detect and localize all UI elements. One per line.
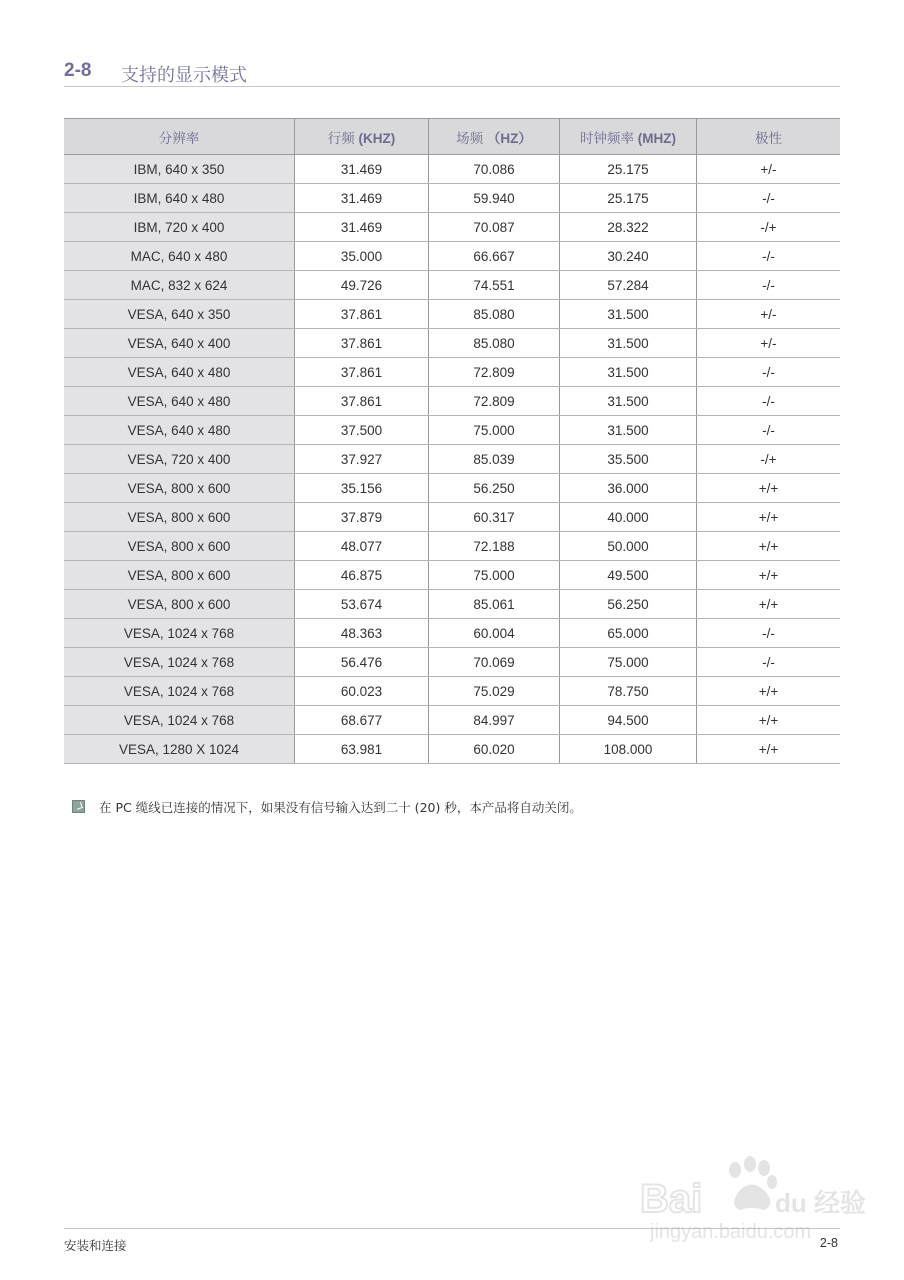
table-row — [64, 416, 840, 445]
baidu-watermark-logo — [640, 1150, 866, 1245]
cell-vfreq: 75.000 — [429, 561, 560, 590]
cell-polarity: -/- — [697, 387, 841, 416]
cell-hfreq: 63.981 — [295, 735, 429, 764]
cell-polarity: -/- — [697, 619, 841, 648]
cell-polarity: +/+ — [697, 735, 841, 764]
cell-vfreq: 70.086 — [429, 155, 560, 184]
cell-vfreq: 75.029 — [429, 677, 560, 706]
cell-clock: 56.250 — [560, 590, 697, 619]
cell-vfreq: 59.940 — [429, 184, 560, 213]
table-row — [64, 561, 840, 590]
cell-resolution: IBM, 640 x 350 — [64, 155, 295, 184]
cell-vfreq: 85.061 — [429, 590, 560, 619]
table-row — [64, 155, 840, 184]
table-row — [64, 387, 840, 416]
cell-resolution: IBM, 640 x 480 — [64, 184, 295, 213]
cell-resolution: VESA, 800 x 600 — [64, 590, 295, 619]
cell-hfreq: 48.077 — [295, 532, 429, 561]
cell-clock: 49.500 — [560, 561, 697, 590]
table-row — [64, 271, 840, 300]
footer-chapter: 安装和连接 — [64, 1238, 127, 1253]
section-title: 支持的显示模式 — [121, 65, 247, 86]
cell-polarity: -/- — [697, 184, 841, 213]
cell-hfreq: 37.879 — [295, 503, 429, 532]
cell-resolution: VESA, 640 x 480 — [64, 416, 295, 445]
cell-clock: 75.000 — [560, 648, 697, 677]
display-modes-table — [64, 118, 840, 764]
cell-polarity: -/- — [697, 416, 841, 445]
cell-polarity: +/- — [697, 300, 841, 329]
table-row — [64, 706, 840, 735]
cell-resolution: MAC, 832 x 624 — [64, 271, 295, 300]
cell-hfreq: 37.500 — [295, 416, 429, 445]
table-row — [64, 300, 840, 329]
cell-vfreq: 60.020 — [429, 735, 560, 764]
cell-vfreq: 60.004 — [429, 619, 560, 648]
table-row — [64, 213, 840, 242]
cell-resolution: MAC, 640 x 480 — [64, 242, 295, 271]
cell-hfreq: 37.927 — [295, 445, 429, 474]
cell-hfreq: 48.363 — [295, 619, 429, 648]
cell-polarity: -/- — [697, 271, 841, 300]
cell-clock: 40.000 — [560, 503, 697, 532]
cell-polarity: -/+ — [697, 213, 841, 242]
cell-hfreq: 35.000 — [295, 242, 429, 271]
cell-resolution: VESA, 1024 x 768 — [64, 619, 295, 648]
cell-polarity: +/+ — [697, 532, 841, 561]
cell-resolution: VESA, 1280 X 1024 — [64, 735, 295, 764]
cell-vfreq: 84.997 — [429, 706, 560, 735]
cell-hfreq: 37.861 — [295, 358, 429, 387]
cell-vfreq: 85.039 — [429, 445, 560, 474]
table-row — [64, 184, 840, 213]
table-row — [64, 619, 840, 648]
cell-polarity: +/+ — [697, 590, 841, 619]
cell-vfreq: 70.069 — [429, 648, 560, 677]
cell-clock: 31.500 — [560, 387, 697, 416]
cell-hfreq: 56.476 — [295, 648, 429, 677]
cell-vfreq: 75.000 — [429, 416, 560, 445]
cell-clock: 108.000 — [560, 735, 697, 764]
table-body — [64, 155, 840, 764]
cell-polarity: +/+ — [697, 677, 841, 706]
cell-polarity: +/+ — [697, 503, 841, 532]
cell-resolution: VESA, 1024 x 768 — [64, 648, 295, 677]
note-icon — [72, 800, 85, 813]
cell-resolution: VESA, 640 x 350 — [64, 300, 295, 329]
header-resolution: 分辨率 — [64, 119, 295, 155]
svg-text:du 经验: du 经验 — [775, 1188, 866, 1218]
cell-hfreq: 37.861 — [295, 329, 429, 358]
cell-clock: 31.500 — [560, 358, 697, 387]
cell-vfreq: 72.809 — [429, 358, 560, 387]
cell-polarity: +/- — [697, 329, 841, 358]
table-row — [64, 242, 840, 271]
cell-vfreq: 85.080 — [429, 300, 560, 329]
header-hfreq: 行频 (KHZ) — [295, 119, 429, 155]
table-row — [64, 445, 840, 474]
cell-polarity: -/- — [697, 648, 841, 677]
cell-resolution: VESA, 800 x 600 — [64, 561, 295, 590]
cell-resolution: VESA, 640 x 480 — [64, 358, 295, 387]
cell-clock: 31.500 — [560, 329, 697, 358]
table-row — [64, 503, 840, 532]
cell-clock: 50.000 — [560, 532, 697, 561]
cell-resolution: VESA, 1024 x 768 — [64, 677, 295, 706]
cell-hfreq: 31.469 — [295, 184, 429, 213]
cell-resolution: VESA, 640 x 400 — [64, 329, 295, 358]
cell-resolution: IBM, 720 x 400 — [64, 213, 295, 242]
table-row — [64, 735, 840, 764]
cell-vfreq: 56.250 — [429, 474, 560, 503]
table-row — [64, 677, 840, 706]
cell-hfreq: 46.875 — [295, 561, 429, 590]
section-header — [64, 58, 840, 87]
table-row — [64, 532, 840, 561]
cell-vfreq: 60.317 — [429, 503, 560, 532]
table-row — [64, 329, 840, 358]
cell-clock: 25.175 — [560, 184, 697, 213]
cell-polarity: -/+ — [697, 445, 841, 474]
table-row — [64, 474, 840, 503]
svg-text:Bai: Bai — [640, 1177, 703, 1221]
header-polarity: 极性 — [697, 119, 841, 155]
cell-clock: 94.500 — [560, 706, 697, 735]
cell-clock: 35.500 — [560, 445, 697, 474]
cell-hfreq: 31.469 — [295, 213, 429, 242]
cell-clock: 30.240 — [560, 242, 697, 271]
cell-clock: 65.000 — [560, 619, 697, 648]
note — [72, 798, 832, 816]
cell-hfreq: 53.674 — [295, 590, 429, 619]
cell-hfreq: 37.861 — [295, 300, 429, 329]
header-vfreq: 场频 （HZ） — [429, 119, 560, 155]
cell-polarity: +/+ — [697, 561, 841, 590]
cell-hfreq: 60.023 — [295, 677, 429, 706]
cell-polarity: -/- — [697, 358, 841, 387]
cell-clock: 78.750 — [560, 677, 697, 706]
cell-polarity: +/+ — [697, 706, 841, 735]
cell-clock: 36.000 — [560, 474, 697, 503]
table-header-row — [64, 119, 840, 155]
table-row — [64, 648, 840, 677]
table-row — [64, 590, 840, 619]
cell-clock: 28.322 — [560, 213, 697, 242]
cell-hfreq: 37.861 — [295, 387, 429, 416]
note-text: 在 PC 缆线已连接的情况下，如果没有信号输入达到二十 (20) 秒，本产品将自动关闭。 — [99, 800, 582, 815]
cell-polarity: +/+ — [697, 474, 841, 503]
cell-hfreq: 35.156 — [295, 474, 429, 503]
cell-polarity: +/- — [697, 155, 841, 184]
section-number: 2-8 — [64, 60, 92, 81]
cell-resolution: VESA, 800 x 600 — [64, 532, 295, 561]
cell-resolution: VESA, 640 x 480 — [64, 387, 295, 416]
cell-hfreq: 68.677 — [295, 706, 429, 735]
cell-clock: 31.500 — [560, 416, 697, 445]
cell-polarity: -/- — [697, 242, 841, 271]
cell-resolution: VESA, 720 x 400 — [64, 445, 295, 474]
cell-vfreq: 74.551 — [429, 271, 560, 300]
cell-vfreq: 85.080 — [429, 329, 560, 358]
cell-resolution: VESA, 1024 x 768 — [64, 706, 295, 735]
footer-page-number: 2-8 — [819, 1236, 838, 1250]
cell-clock: 57.284 — [560, 271, 697, 300]
cell-vfreq: 70.087 — [429, 213, 560, 242]
cell-hfreq: 49.726 — [295, 271, 429, 300]
cell-vfreq: 72.188 — [429, 532, 560, 561]
cell-resolution: VESA, 800 x 600 — [64, 503, 295, 532]
cell-resolution: VESA, 800 x 600 — [64, 474, 295, 503]
cell-clock: 31.500 — [560, 300, 697, 329]
cell-vfreq: 72.809 — [429, 387, 560, 416]
cell-hfreq: 31.469 — [295, 155, 429, 184]
table-row — [64, 358, 840, 387]
header-clock: 时钟频率 (MHZ) — [560, 119, 697, 155]
cell-vfreq: 66.667 — [429, 242, 560, 271]
cell-clock: 25.175 — [560, 155, 697, 184]
svg-text:jingyan.baidu.com: jingyan.baidu.com — [650, 1221, 812, 1243]
